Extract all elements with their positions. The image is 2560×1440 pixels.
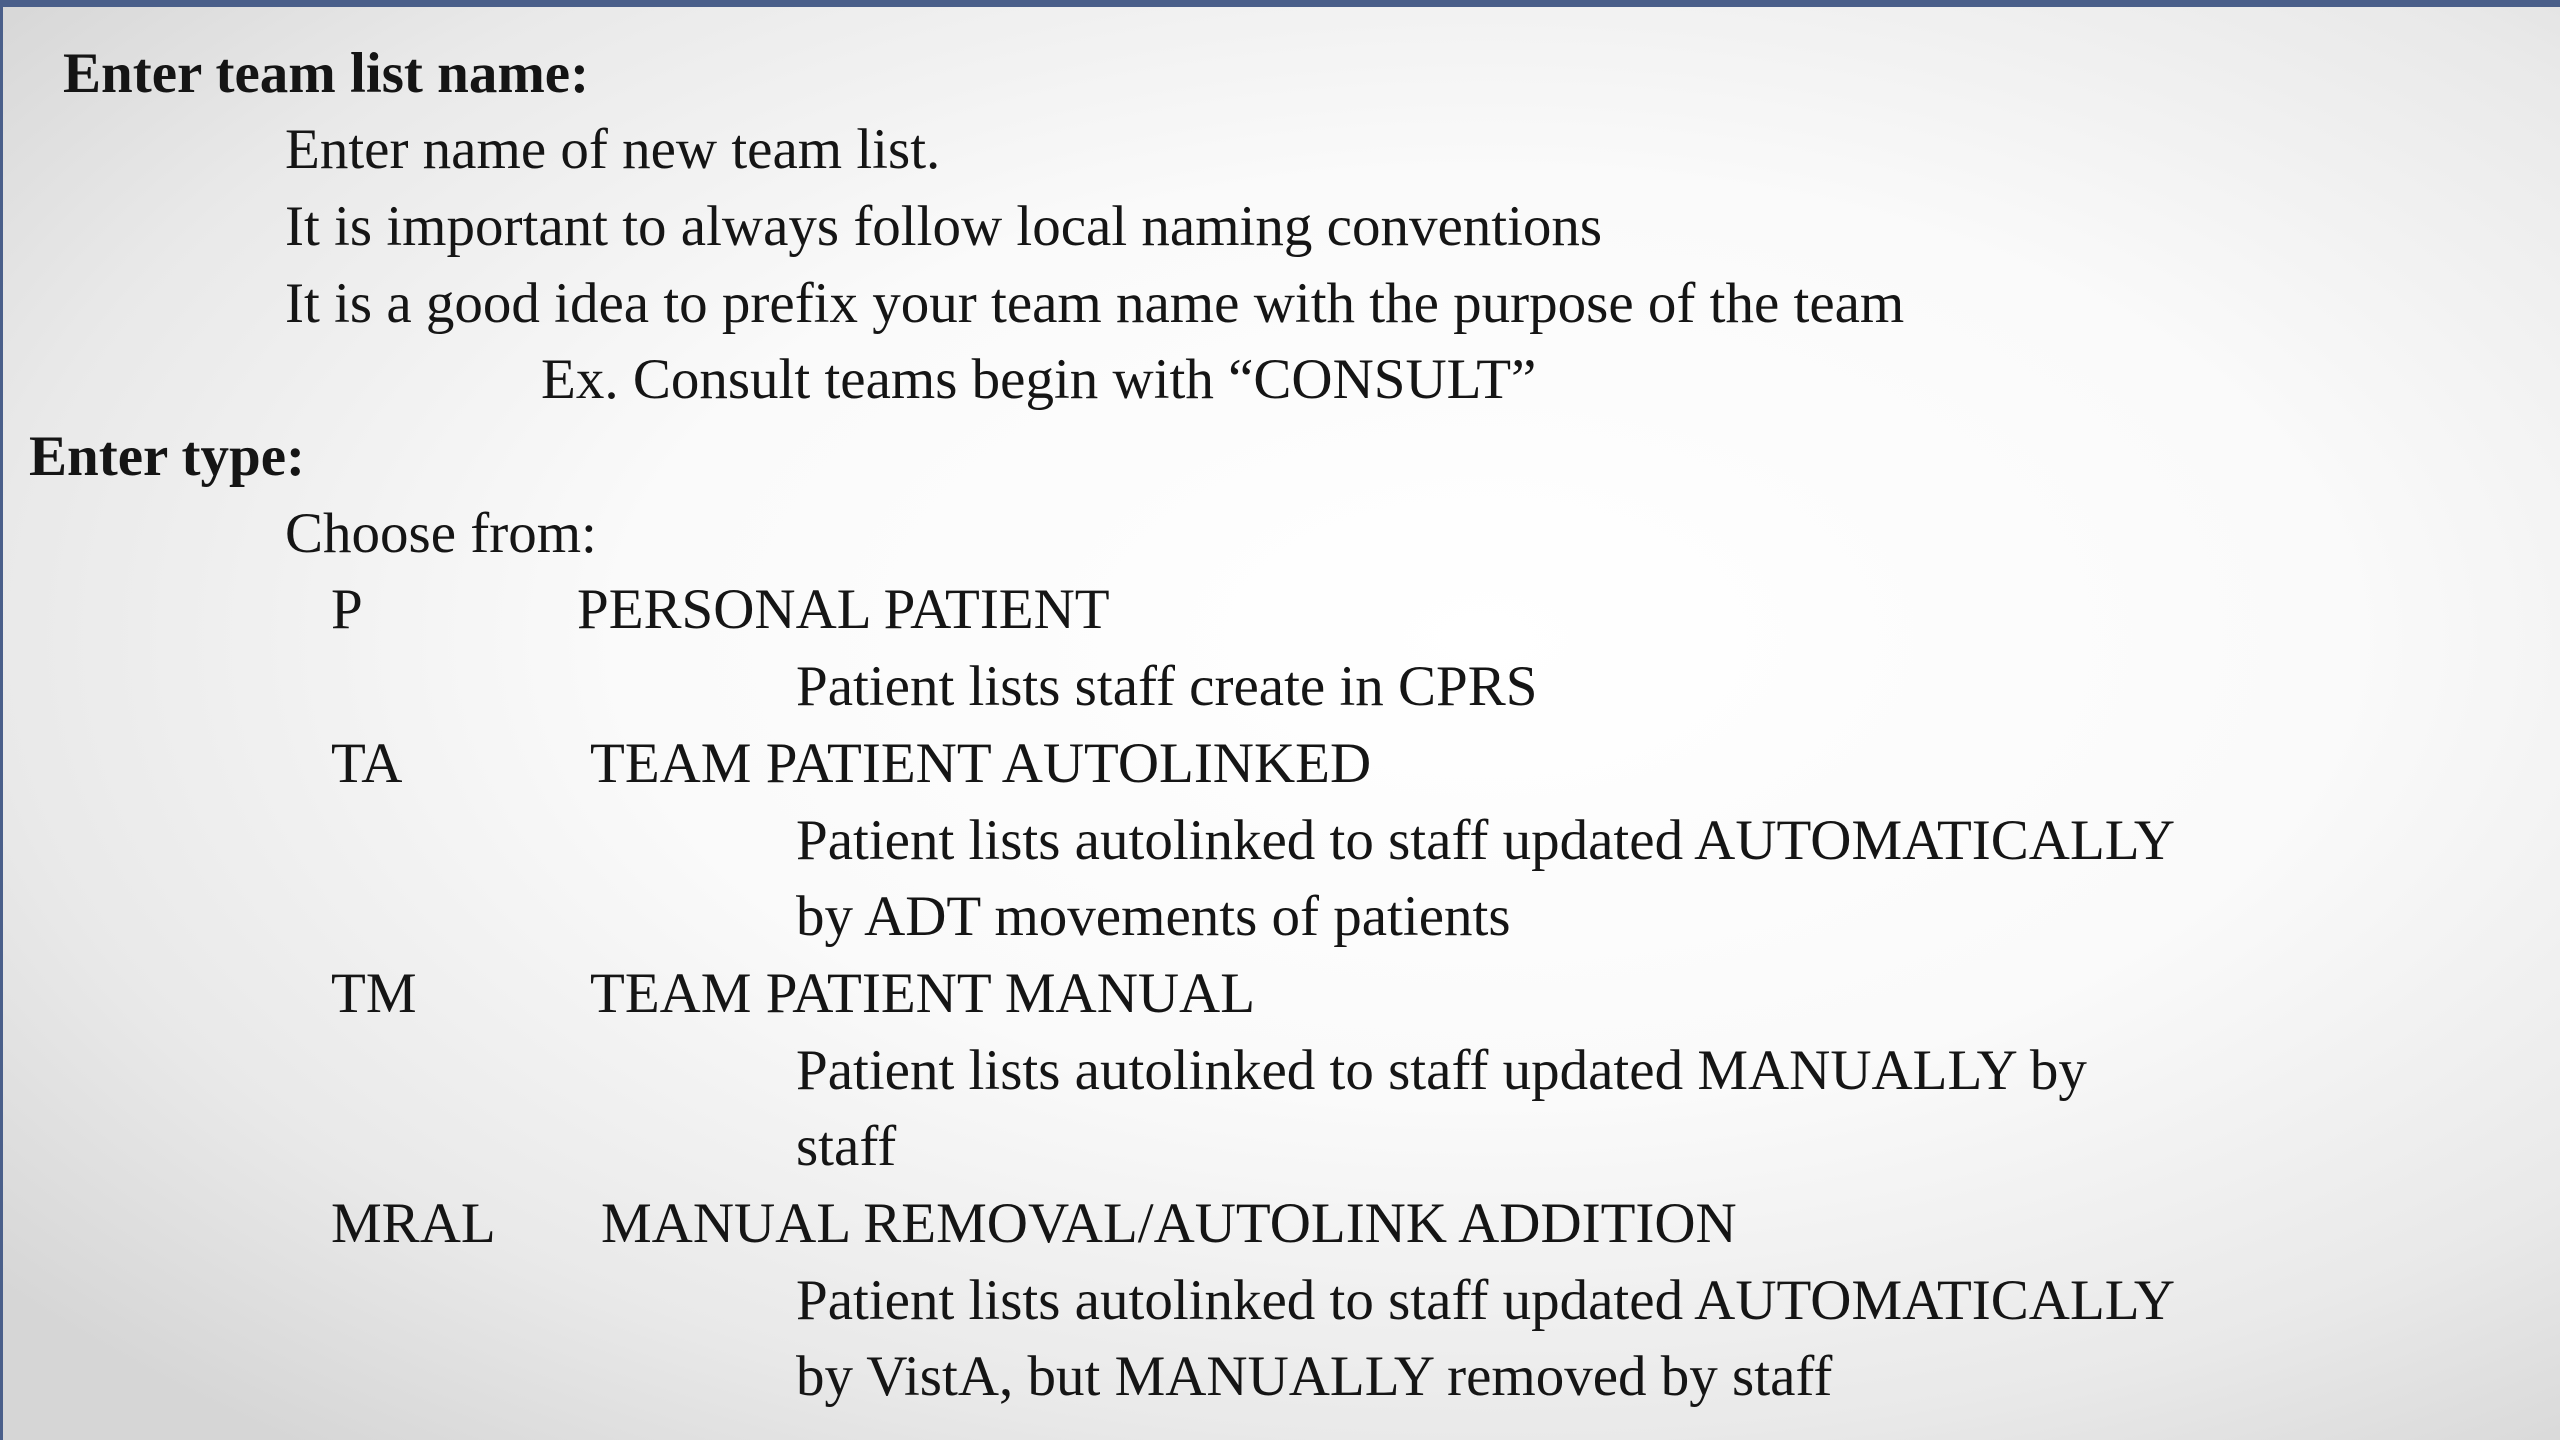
option-code-ta: TA [331,732,403,795]
team-list-line-2: It is important to always follow local naming conventions [285,195,1603,258]
heading-enter-type: Enter type: [29,425,305,488]
option-desc-mral-1: Patient lists autolinked to staff updated AUTOMATICALLY [796,1269,2176,1332]
option-desc-mral-2: by VistA, but MANUALLY removed by staff [796,1345,1833,1408]
type-intro: Choose from: [285,502,597,565]
option-desc-ta-2: by ADT movements of patients [796,885,1511,948]
option-desc-ta-1: Patient lists autolinked to staff updated AUTOMATICALLY [796,809,2176,872]
option-name-mral: MANUAL REMOVAL/AUTOLINK ADDITION [601,1192,1737,1255]
option-name-ta: TEAM PATIENT AUTOLINKED [590,732,1372,795]
team-list-line-1: Enter name of new team list. [285,118,941,181]
option-code-p: P [331,578,363,641]
team-list-example: Ex. Consult teams begin with “CONSULT” [541,348,1537,411]
option-code-mral: MRAL [331,1192,496,1255]
option-code-tm: TM [331,962,417,1025]
heading-team-list-name: Enter team list name: [63,42,590,105]
option-name-p: PERSONAL PATIENT [577,578,1110,641]
option-desc-p-1: Patient lists staff create in CPRS [796,655,1538,718]
option-desc-tm-2: staff [796,1115,897,1178]
option-desc-tm-1: Patient lists autolinked to staff updated MANUALLY by [796,1039,2087,1102]
option-name-tm: TEAM PATIENT MANUAL [590,962,1256,1025]
team-list-line-3: It is a good idea to prefix your team name with the purpose of the team [285,272,1905,335]
